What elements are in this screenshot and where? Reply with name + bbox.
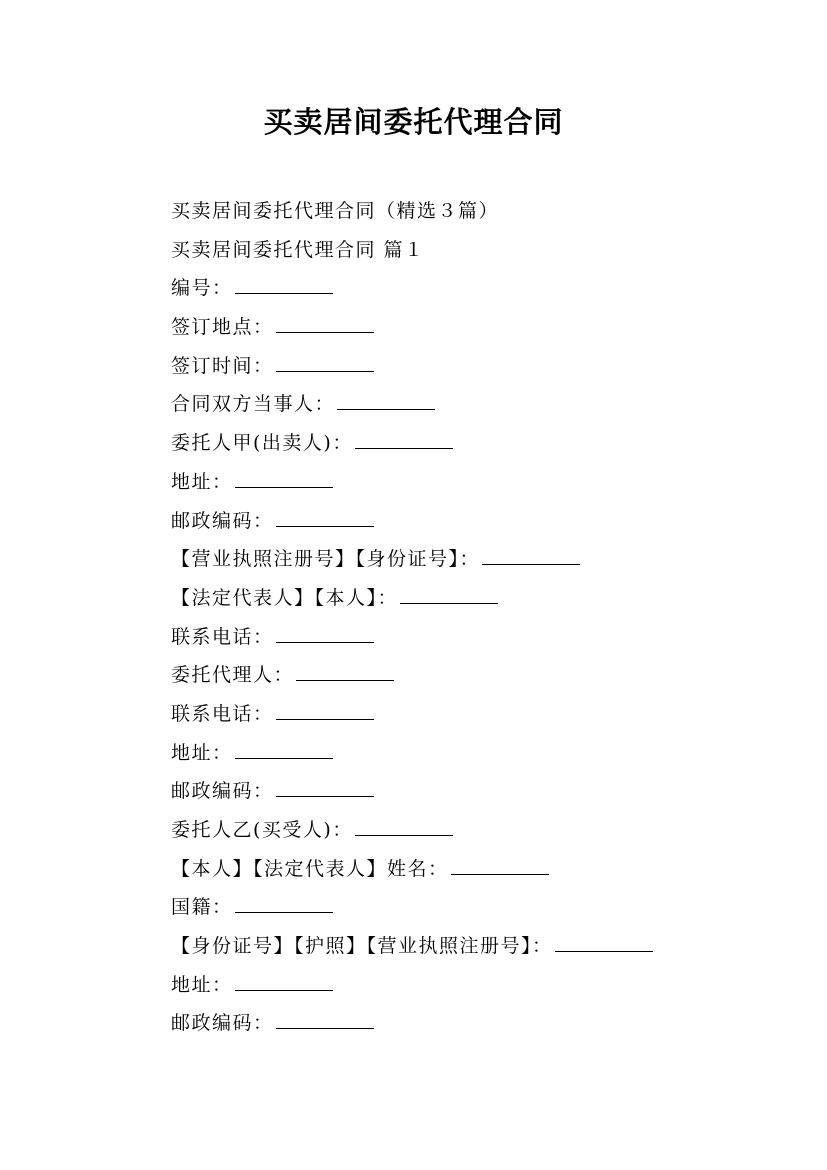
fill-in-blank <box>235 275 333 294</box>
document-line <box>171 970 791 1009</box>
line-text: 买卖居间委托代理合同（精选３篇） <box>171 200 500 222</box>
document-line <box>171 1008 791 1047</box>
line-text: 委托人乙(买受人)： <box>171 819 353 841</box>
fill-in-blank <box>276 1010 374 1029</box>
line-text: 邮政编码： <box>171 1012 274 1035</box>
document-line <box>171 544 791 583</box>
line-text: 合同双方当事人： <box>171 393 336 416</box>
fill-in-blank <box>482 546 580 565</box>
fill-in-blank <box>276 624 374 643</box>
document-line <box>171 467 791 506</box>
line-text: 地址： <box>171 741 233 764</box>
line-text: 邮政编码： <box>171 509 274 532</box>
fill-in-blank <box>276 701 374 720</box>
line-text: 【本人】【法定代表人】姓名： <box>171 857 449 880</box>
line-text: 邮政编码： <box>171 780 274 803</box>
fill-in-blank <box>555 933 653 952</box>
document-line <box>171 738 791 777</box>
fill-in-blank <box>451 856 549 875</box>
fill-in-blank <box>276 353 374 372</box>
line-text: 地址： <box>171 470 233 493</box>
line-text: 委托代理人： <box>171 664 295 687</box>
line-text: 国籍： <box>171 896 233 919</box>
document-line <box>171 815 791 854</box>
line-text: 地址： <box>171 973 233 996</box>
fill-in-blank <box>337 391 435 410</box>
document-line <box>171 428 791 467</box>
document-title: 买卖居间委托代理合同 <box>263 105 564 139</box>
fill-in-blank <box>235 740 333 759</box>
document-line <box>171 660 791 699</box>
document-line <box>171 312 791 351</box>
document-line <box>171 699 791 738</box>
document-line <box>171 351 791 390</box>
document-line <box>171 892 791 931</box>
line-text: 编号： <box>171 277 233 300</box>
line-text: 委托人甲(出卖人)： <box>171 432 353 455</box>
document-line <box>171 196 791 235</box>
line-text: 【法定代表人】【本人】： <box>171 586 399 609</box>
document-line <box>171 235 791 274</box>
fill-in-blank <box>296 662 394 681</box>
document-line <box>171 776 791 815</box>
document-line <box>171 389 791 428</box>
fill-in-blank <box>355 817 453 836</box>
line-text: 联系电话： <box>171 702 274 725</box>
line-text: 【身份证号】【护照】【营业执照注册号】： <box>171 935 553 958</box>
fill-in-blank <box>276 778 374 797</box>
line-text: 签订地点： <box>171 316 274 339</box>
document-line <box>171 506 791 545</box>
fill-in-blank <box>235 972 333 991</box>
document-line <box>171 854 791 893</box>
fill-in-blank <box>235 894 333 913</box>
document-line <box>171 583 791 622</box>
line-text: 联系电话： <box>171 625 274 648</box>
document-body <box>171 196 791 1047</box>
fill-in-blank <box>276 508 374 527</box>
fill-in-blank <box>400 585 498 604</box>
line-text: 买卖居间委托代理合同 篇１ <box>171 238 425 261</box>
line-text: 【营业执照注册号】【身份证号】： <box>171 548 481 571</box>
fill-in-blank <box>235 469 333 488</box>
fill-in-blank <box>276 314 374 333</box>
document-line <box>171 622 791 661</box>
document-line <box>171 273 791 312</box>
document-line <box>171 931 791 970</box>
fill-in-blank <box>355 430 453 449</box>
line-text: 签订时间： <box>171 354 274 377</box>
